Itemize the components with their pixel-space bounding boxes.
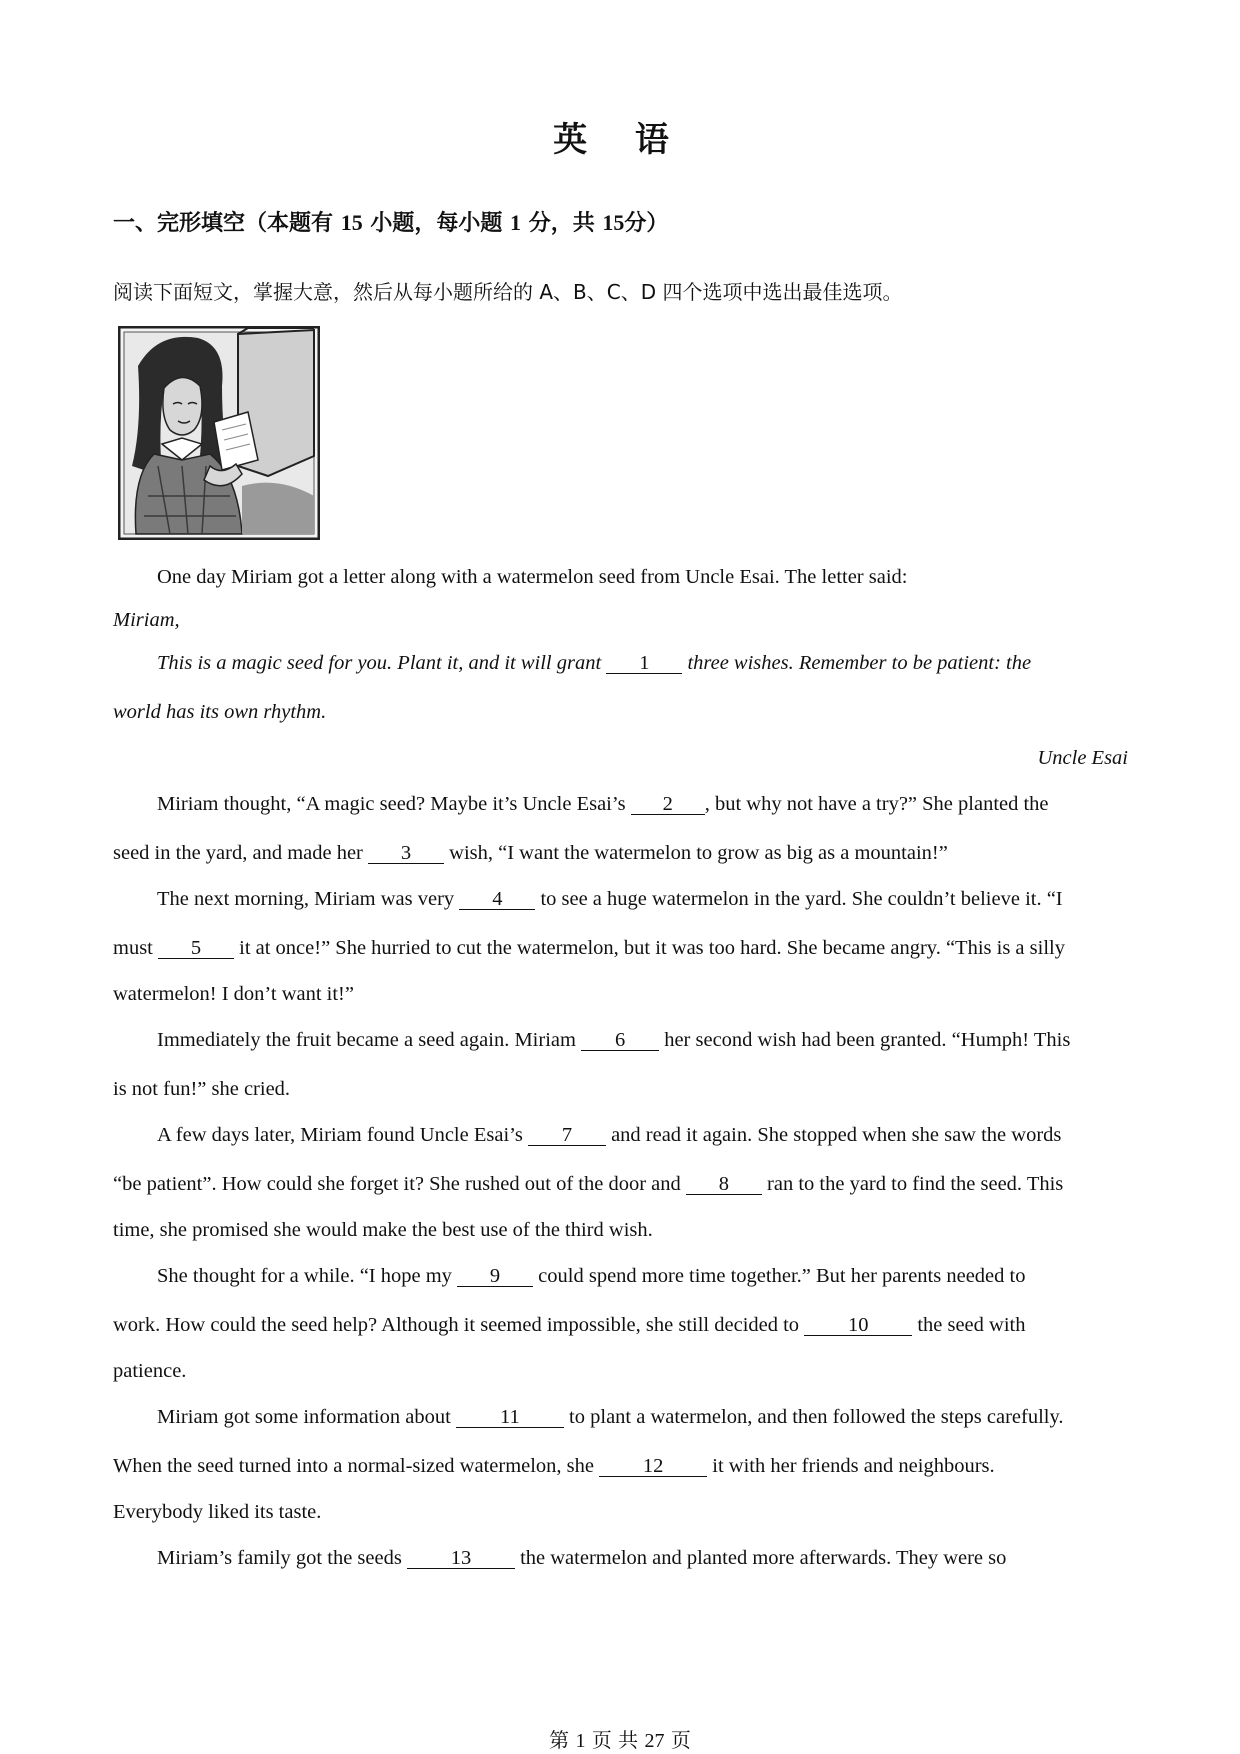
section-heading bbox=[113, 206, 668, 237]
passage-line bbox=[113, 1017, 1128, 1066]
passage-text: time, she promised she would make the best use of the third wish. bbox=[113, 1219, 653, 1241]
footer-suffix: 页 bbox=[670, 1728, 691, 1752]
girl-reading-letter-illustration bbox=[118, 326, 320, 540]
page-number: 1 bbox=[575, 1730, 586, 1752]
passage-text: , but why not have a try?” She planted the bbox=[704, 793, 1049, 815]
passage-text: She thought for a while. “I hope my bbox=[157, 1265, 458, 1287]
letter-signature: Uncle Esai bbox=[1037, 747, 1128, 769]
blank-5: 5 bbox=[158, 938, 234, 959]
passage-line bbox=[113, 1394, 1128, 1443]
passage-text: it at once!” She hurried to cut the watermelon, but it was too hard. She became angry. “This is a silly bbox=[234, 937, 1065, 959]
letter-greeting: Miriam, bbox=[113, 609, 180, 631]
passage-text: “be patient”. How could she forget it? She rushed out of the door and bbox=[113, 1173, 686, 1195]
cloze-passage bbox=[113, 554, 1128, 1584]
passage-line bbox=[113, 735, 1128, 781]
passage-line bbox=[113, 1207, 1128, 1253]
heading-prefix: 一、完形填空（本题有 bbox=[113, 211, 334, 236]
passage-line bbox=[113, 1161, 1128, 1207]
passage-line bbox=[113, 1302, 1128, 1348]
passage-text: is not fun!” she cried. bbox=[113, 1078, 291, 1100]
blank-4: 4 bbox=[459, 889, 535, 910]
passage-text: the seed with bbox=[912, 1314, 1026, 1336]
blank-6: 6 bbox=[581, 1030, 659, 1051]
passage-line bbox=[113, 971, 1128, 1017]
passage-text: and read it again. She stopped when she saw the words bbox=[605, 1124, 1062, 1146]
page-title: 英 语 bbox=[553, 120, 687, 160]
blank-2: 2 bbox=[631, 794, 705, 815]
passage-text: When the seed turned into a normal-sized watermelon, she bbox=[113, 1455, 600, 1477]
blank-9: 9 bbox=[457, 1266, 533, 1287]
passage-text: Miriam’s family got the seeds bbox=[157, 1547, 407, 1569]
instructions: 阅读下面短文，掌握大意，然后从每小题所给的 A、B、C、D 四个选项中选出最佳选项。 bbox=[113, 280, 903, 304]
passage-line bbox=[113, 1112, 1128, 1161]
passage-text: patience. bbox=[113, 1360, 187, 1382]
passage-line bbox=[113, 781, 1128, 830]
passage-line bbox=[113, 1253, 1128, 1302]
passage-text: three wishes. Remember to be patient: the bbox=[682, 652, 1032, 674]
blank-1: 1 bbox=[606, 653, 682, 674]
passage-text: Everybody liked its taste. bbox=[113, 1501, 322, 1523]
passage-line bbox=[113, 1535, 1128, 1584]
passage-text: work. How could the seed help? Although it seemed impossible, she still decided to bbox=[113, 1314, 805, 1336]
passage-text: This is a magic seed for you. Plant it, and it will grant bbox=[157, 652, 607, 674]
blank-7: 7 bbox=[528, 1125, 606, 1146]
passage-line bbox=[113, 554, 1128, 600]
passage-text: wish, “I want the watermelon to grow as big as a mountain!” bbox=[444, 842, 948, 864]
passage-text: it with her friends and neighbours. bbox=[707, 1455, 995, 1477]
blank-3: 3 bbox=[368, 843, 444, 864]
passage-line bbox=[113, 600, 1128, 640]
passage-text: could spend more time together.” But her parents needed to bbox=[533, 1265, 1026, 1287]
passage-text: the watermelon and planted more afterwards. They were so bbox=[514, 1547, 1007, 1569]
passage-line bbox=[113, 689, 1128, 735]
footer-prefix: 第 bbox=[549, 1728, 570, 1752]
blank-13: 13 bbox=[407, 1548, 515, 1569]
passage-text: watermelon! I don’t want it!” bbox=[113, 983, 354, 1005]
points-each: 1 bbox=[510, 210, 522, 235]
passage-line bbox=[113, 640, 1128, 689]
passage-text: A few days later, Miriam found Uncle Esai’s bbox=[157, 1124, 528, 1146]
passage-line bbox=[113, 1443, 1128, 1489]
passage-text: ran to the yard to find the seed. This bbox=[761, 1173, 1064, 1195]
passage-line bbox=[113, 876, 1128, 925]
passage-text: to plant a watermelon, and then followed the steps carefully. bbox=[563, 1406, 1064, 1428]
passage-text: seed in the yard, and made her bbox=[113, 842, 369, 864]
passage-line bbox=[113, 925, 1128, 971]
blank-12: 12 bbox=[599, 1456, 707, 1477]
passage-line bbox=[113, 1489, 1128, 1535]
passage-text: Immediately the fruit became a seed again. Miriam bbox=[157, 1029, 582, 1051]
passage-text: must bbox=[113, 937, 158, 959]
total-pages: 27 bbox=[644, 1730, 665, 1752]
blank-11: 11 bbox=[456, 1407, 564, 1428]
passage-text: One day Miriam got a letter along with a watermelon seed from Uncle Esai. The letter said: bbox=[157, 566, 908, 588]
passage-text: to see a huge watermelon in the yard. She couldn’t believe it. “I bbox=[535, 888, 1063, 910]
blank-8: 8 bbox=[686, 1174, 762, 1195]
heading-suffix: 分） bbox=[624, 211, 669, 236]
page-footer bbox=[0, 1724, 1240, 1753]
passage-text: Miriam got some information about bbox=[157, 1406, 456, 1428]
footer-mid: 页 共 bbox=[591, 1728, 639, 1752]
question-count: 15 bbox=[340, 210, 363, 235]
heading-mid1: 小题，每小题 bbox=[370, 211, 503, 236]
passage-line bbox=[113, 1348, 1128, 1394]
heading-mid2: 分，共 bbox=[528, 211, 595, 236]
passage-line bbox=[113, 830, 1128, 876]
blank-10: 10 bbox=[804, 1315, 912, 1336]
passage-line bbox=[113, 1066, 1128, 1112]
passage-text: world has its own rhythm. bbox=[113, 701, 327, 723]
total-points: 15 bbox=[602, 210, 625, 235]
passage-text: Miriam thought, “A magic seed? Maybe it’s Uncle Esai’s bbox=[157, 793, 631, 815]
passage-text: her second wish had been granted. “Humph! This bbox=[659, 1029, 1071, 1051]
passage-text: The next morning, Miriam was very bbox=[157, 888, 460, 910]
